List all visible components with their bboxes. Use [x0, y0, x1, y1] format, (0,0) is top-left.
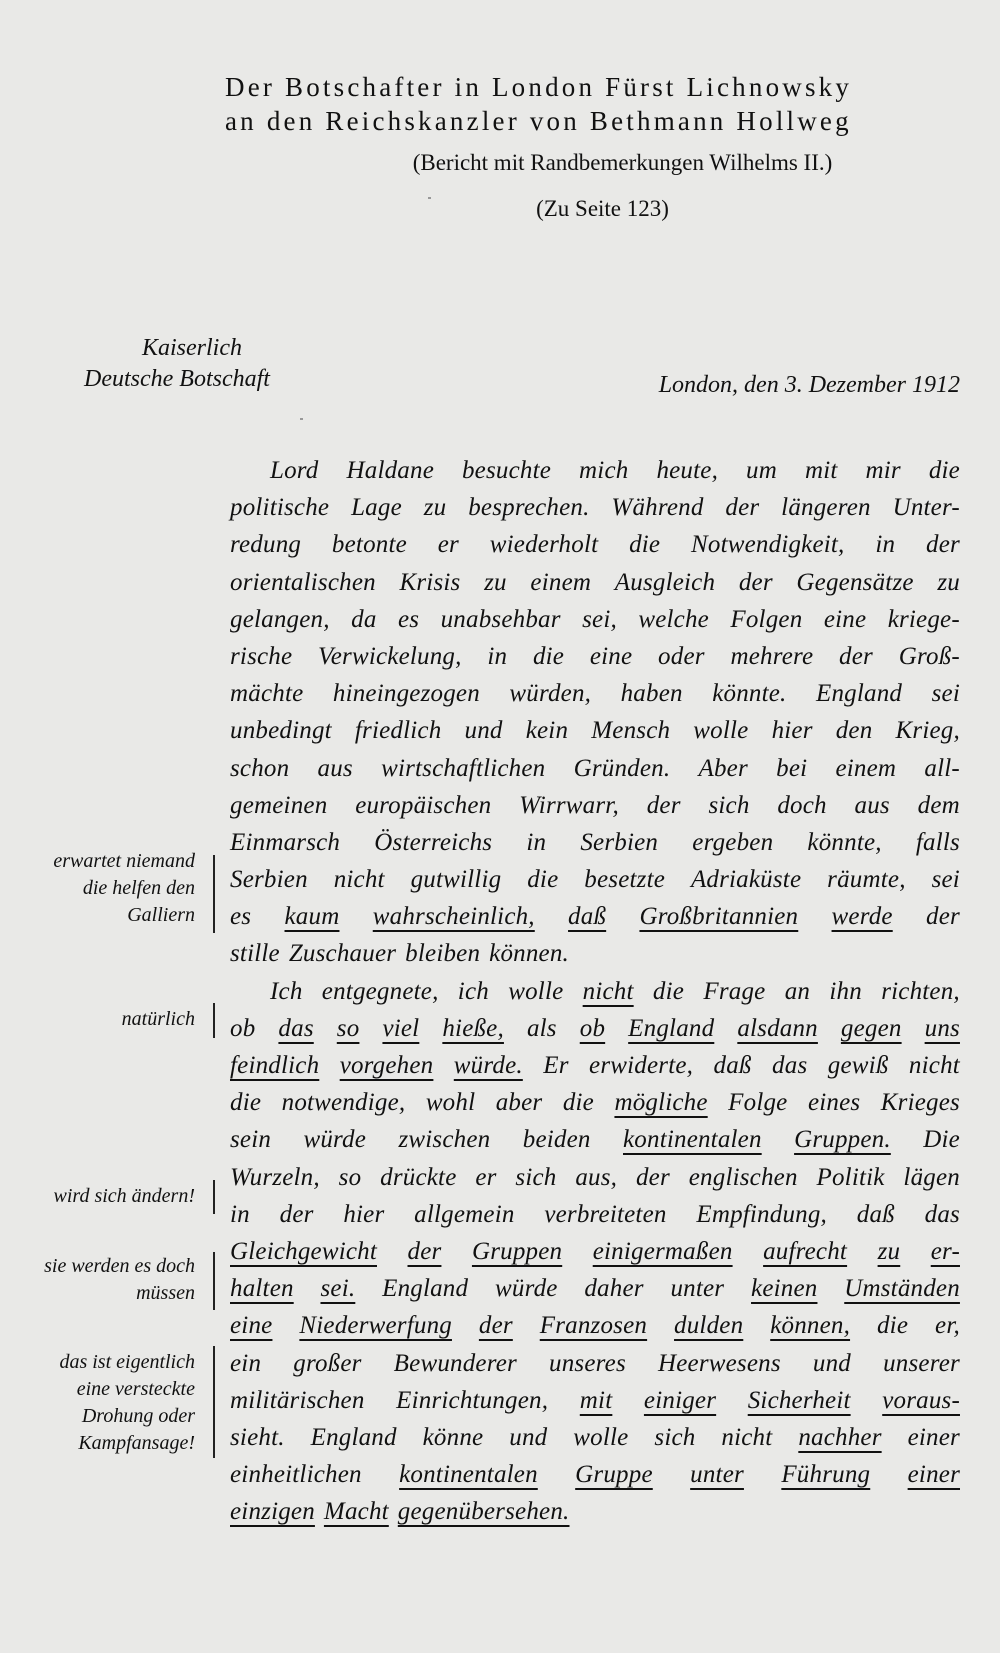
word: Serbien: [580, 828, 659, 856]
margin-note-line: erwartet niemand: [53, 850, 195, 872]
word: aus: [854, 791, 890, 819]
word: Einmarsch: [230, 828, 341, 856]
word: haben: [620, 680, 683, 708]
word: wiederholt: [489, 531, 599, 559]
text-line: [230, 526, 960, 563]
word: zwischen: [398, 1126, 491, 1154]
word: hineingezogen: [332, 680, 480, 708]
word: kontinentalen: [399, 1461, 538, 1489]
word: mächte: [230, 680, 304, 708]
word: die: [562, 1089, 594, 1117]
word: beiden: [522, 1126, 591, 1154]
word: unserer: [883, 1349, 960, 1377]
word: gegen: [840, 1014, 902, 1042]
word: rische: [230, 642, 293, 670]
margin-note-line: die helfen den: [82, 877, 195, 899]
word: er: [475, 1163, 497, 1191]
word: ich: [457, 977, 489, 1005]
word: Haldane: [346, 457, 434, 484]
margin-note: [10, 1006, 195, 1033]
word: Krieges: [880, 1089, 960, 1117]
text-line: [230, 1084, 960, 1121]
word: Führung: [781, 1461, 871, 1489]
word: Großbritannien: [639, 903, 799, 931]
word: Verwickelung,: [318, 642, 462, 670]
letter-body: [230, 452, 960, 1530]
text-line: [230, 824, 960, 861]
word: falls: [915, 828, 960, 856]
margin-bracket: [213, 855, 215, 933]
word: sich: [654, 1423, 696, 1451]
word: die: [230, 1089, 262, 1117]
word: Lage: [351, 494, 402, 522]
word: lägen: [903, 1163, 960, 1191]
word: all-: [924, 754, 960, 782]
word: gutwillig: [410, 866, 502, 894]
word: ergeben: [692, 828, 774, 856]
word: und: [812, 1349, 851, 1377]
text-line: [230, 1307, 960, 1344]
word: Heerwesens: [657, 1349, 781, 1377]
word: Aber: [698, 754, 748, 782]
word: mich: [579, 457, 629, 484]
word: viel: [382, 1014, 420, 1042]
word: gemeinen: [230, 791, 328, 819]
word: da: [351, 605, 377, 633]
word: eines: [807, 1089, 861, 1117]
word: sei,: [582, 605, 617, 633]
word: betonte: [331, 531, 407, 559]
word: daß: [568, 903, 607, 931]
word: nachher: [798, 1423, 882, 1451]
word: Lord: [270, 457, 319, 484]
margin-note-line: eine versteckte: [76, 1378, 195, 1400]
word: orientalischen: [230, 568, 376, 596]
word: die: [928, 457, 960, 484]
word: der: [478, 1312, 513, 1340]
word: nicht: [582, 977, 634, 1005]
word: die: [532, 642, 565, 670]
text-line: [230, 1345, 960, 1382]
word: europäischen: [355, 791, 492, 819]
word: die: [652, 977, 685, 1005]
header-line-1: Der Botschafter in London Fürst Lichnowsky: [225, 72, 853, 102]
word: sei: [931, 680, 960, 708]
margin-note-line: Drohung oder: [81, 1405, 195, 1427]
word: hier: [771, 717, 813, 745]
text-line: [230, 489, 960, 526]
text-line: [230, 1419, 960, 1456]
text-line: [230, 1456, 960, 1493]
margin-note: [10, 848, 195, 929]
word: entgegnete,: [321, 977, 439, 1005]
header-line-2: an den Reichskanzler von Bethmann Hollweg: [225, 106, 852, 136]
word: Unter-: [892, 494, 960, 522]
margin-note-line: natürlich: [121, 1008, 195, 1030]
word: hieße,: [442, 1014, 504, 1042]
word: er: [437, 531, 459, 559]
word: redung: [230, 531, 302, 559]
word: unter: [670, 1275, 725, 1303]
word: sei.: [320, 1275, 356, 1303]
word: wolle: [573, 1423, 629, 1451]
word: eine: [589, 642, 633, 670]
word: notwendige,: [281, 1089, 406, 1117]
word: der: [725, 494, 760, 522]
word: würden,: [509, 680, 592, 708]
word: Bewunderer: [393, 1349, 517, 1377]
margin-note: [10, 1349, 195, 1457]
word: gewiß: [827, 1052, 889, 1079]
word: in: [487, 642, 508, 670]
word: in: [875, 531, 896, 559]
word: so: [336, 1014, 360, 1042]
word: England: [382, 1275, 469, 1303]
word: können.: [489, 940, 569, 968]
word: werde: [831, 903, 893, 931]
margin-bracket: [213, 1252, 215, 1310]
text-line: [230, 973, 960, 1010]
word: könnte.: [712, 680, 787, 708]
word: Wurzeln,: [230, 1163, 320, 1191]
word: sieht.: [230, 1423, 285, 1451]
word: sein: [230, 1126, 272, 1154]
word: Während: [611, 494, 704, 522]
word: einem: [835, 754, 897, 782]
document-header: [225, 70, 960, 224]
word: aber: [495, 1089, 543, 1117]
word: Wirrwarr,: [519, 791, 619, 819]
word: verbreiteten: [544, 1200, 667, 1228]
margin-note-line: Galliern: [127, 904, 195, 926]
margin-bracket: [213, 1346, 215, 1458]
text-line: [230, 601, 960, 638]
word: der: [407, 1237, 442, 1265]
text-line: [230, 861, 960, 898]
word: kein: [525, 717, 569, 745]
word: daher: [584, 1275, 644, 1303]
word: nicht: [333, 866, 385, 894]
word: den: [835, 717, 873, 745]
word: eine: [823, 605, 867, 633]
word: gelangen,: [230, 605, 330, 633]
word: Österreichs: [374, 828, 493, 856]
word: Gründen.: [573, 754, 671, 782]
word: ihn: [829, 977, 862, 1005]
sender-line-1: Kaiserlich: [142, 335, 242, 361]
word: Sicherheit: [747, 1386, 851, 1414]
word: wahrscheinlich,: [372, 903, 535, 931]
word: könne: [422, 1423, 484, 1451]
word: längeren: [781, 494, 871, 522]
word: zu: [877, 1237, 901, 1265]
text-line: [230, 1047, 960, 1084]
word: besprechen.: [468, 494, 590, 522]
margin-note-line: das ist eigentlich: [59, 1351, 195, 1373]
word: in: [230, 1200, 250, 1228]
word: Die: [923, 1126, 960, 1154]
word: aus,: [575, 1163, 618, 1191]
word: militärischen: [230, 1386, 365, 1414]
text-line: [230, 935, 960, 972]
word: Empfindung,: [696, 1200, 828, 1228]
word: kaum: [284, 903, 340, 931]
word: Politik: [816, 1163, 885, 1191]
word: heute,: [656, 457, 719, 484]
text-line: [230, 452, 960, 489]
margin-note-line: Kampfansage!: [78, 1432, 195, 1454]
word: Er: [543, 1052, 569, 1079]
text-line: [230, 1270, 960, 1307]
word: und: [509, 1423, 548, 1451]
text-line: [230, 1233, 960, 1270]
word: sich: [708, 791, 750, 819]
word: einer: [907, 1423, 960, 1451]
word: Niederwerfung: [299, 1312, 452, 1340]
word: der: [839, 642, 873, 670]
word: einer: [907, 1461, 960, 1489]
word: dem: [917, 791, 960, 819]
word: gegenübersehen.: [397, 1498, 570, 1526]
word: zu: [937, 568, 960, 596]
word: mit: [804, 457, 838, 484]
word: würde: [495, 1275, 558, 1303]
word: friedlich: [354, 717, 442, 745]
word: Zuschauer: [288, 940, 397, 968]
margin-note: [10, 1253, 195, 1307]
word: eine: [230, 1312, 273, 1340]
word: nicht: [721, 1423, 773, 1451]
word: es: [230, 903, 252, 931]
word: um: [746, 457, 777, 484]
word: und: [464, 717, 503, 745]
text-line: [230, 1121, 960, 1158]
word: Frage: [703, 977, 766, 1005]
page-reference: (Zu Seite 123): [536, 196, 669, 221]
margin-note: [10, 1183, 195, 1210]
word: Gruppen: [471, 1237, 563, 1265]
word: drückte: [380, 1163, 457, 1191]
word: kriege-: [887, 605, 960, 633]
word: einheitlichen: [230, 1461, 362, 1489]
word: alsdann: [737, 1014, 818, 1042]
word: keinen: [751, 1275, 818, 1303]
word: oder: [658, 642, 705, 670]
word: Gegensätze: [796, 568, 914, 596]
print-speck: [300, 418, 303, 420]
word: einem: [530, 568, 592, 596]
word: räumte,: [827, 866, 906, 894]
word: mögliche: [614, 1089, 708, 1117]
word: voraus-: [882, 1386, 960, 1414]
word: Notwendigkeit,: [691, 531, 845, 559]
word: Gruppen.: [794, 1126, 891, 1154]
word: daß: [856, 1200, 895, 1228]
word: kontinentalen: [623, 1126, 762, 1154]
word: erwiderte,: [589, 1052, 694, 1079]
word: Franzosen: [539, 1312, 648, 1340]
word: schon: [230, 754, 290, 782]
word: der: [279, 1200, 314, 1228]
word: die: [876, 1312, 909, 1340]
text-line: [230, 898, 960, 935]
word: großer: [293, 1349, 362, 1377]
word: dulden: [674, 1312, 744, 1340]
word: ein: [230, 1349, 262, 1377]
word: Mensch: [591, 717, 671, 745]
word: als: [526, 1014, 557, 1042]
word: Macht: [323, 1498, 389, 1526]
word: wirtschaftlichen: [381, 754, 546, 782]
word: unbedingt: [230, 717, 332, 745]
text-line: [230, 675, 960, 712]
word: Folge: [728, 1089, 788, 1117]
word: halten: [230, 1275, 294, 1303]
word: an: [784, 977, 811, 1005]
word: die: [527, 866, 559, 894]
word: vorgehen: [339, 1052, 434, 1079]
header-subtitle: (Bericht mit Randbemerkungen Wilhelms II.): [412, 150, 833, 175]
word: der: [635, 1163, 670, 1191]
margin-bracket: [213, 1003, 215, 1038]
word: er-: [930, 1237, 960, 1265]
margin-note-line: sie werden es doch: [44, 1255, 195, 1277]
word: der: [646, 791, 681, 819]
word: besetzte: [584, 866, 666, 894]
word: ob: [579, 1014, 606, 1042]
word: doch: [777, 791, 827, 819]
text-line: [230, 1010, 960, 1047]
word: Adriaküste: [690, 866, 802, 894]
word: zu: [423, 494, 447, 522]
word: richten,: [881, 977, 960, 1005]
word: der: [738, 568, 773, 596]
word: feindlich: [230, 1052, 320, 1079]
word: besuchte: [461, 457, 552, 484]
word: bei: [776, 754, 808, 782]
word: nicht: [908, 1052, 960, 1079]
word: sich: [515, 1163, 557, 1191]
text-line: [230, 1159, 960, 1196]
word: er,: [935, 1312, 960, 1340]
sender-block: [84, 333, 270, 395]
word: das: [924, 1200, 960, 1228]
word: allgemein: [414, 1200, 515, 1228]
word: könnte,: [807, 828, 882, 856]
text-line: [230, 638, 960, 675]
word: Gruppe: [575, 1461, 653, 1489]
word: würde: [303, 1126, 367, 1154]
word: wohl: [425, 1089, 476, 1117]
word: englischen: [688, 1163, 798, 1191]
margin-note-line: müssen: [136, 1282, 195, 1304]
word: der: [926, 531, 960, 559]
margin-bracket: [213, 1180, 215, 1214]
word: bleiben: [405, 940, 481, 968]
print-speck: [428, 197, 431, 199]
word: stille: [230, 940, 280, 968]
margin-note-line: wird sich ändern!: [53, 1185, 195, 1207]
word: England: [628, 1014, 715, 1042]
word: das: [278, 1014, 314, 1042]
word: uns: [924, 1014, 960, 1042]
text-line: [230, 787, 960, 824]
word: Krieg,: [895, 717, 960, 745]
text-line: [230, 564, 960, 601]
word: sei: [931, 866, 960, 894]
word: zu: [484, 568, 507, 596]
word: der: [926, 903, 960, 931]
text-line: [230, 1196, 960, 1233]
word: politische: [230, 494, 330, 522]
word: so: [338, 1163, 362, 1191]
word: die: [629, 531, 661, 559]
word: hier: [343, 1200, 385, 1228]
word: Ich: [270, 977, 303, 1005]
word: unseres: [549, 1349, 626, 1377]
word: unabsehbar: [440, 605, 561, 633]
dateline: London, den 3. Dezember 1912: [658, 372, 960, 398]
word: Ausgleich: [614, 568, 716, 596]
word: würde.: [453, 1052, 523, 1079]
word: Krisis: [399, 568, 461, 596]
word: aus: [317, 754, 353, 782]
word: ob: [230, 1014, 256, 1042]
word: das: [772, 1052, 808, 1079]
word: welche: [638, 605, 709, 633]
word: wolle: [508, 977, 564, 1005]
text-line: [230, 712, 960, 749]
word: Gleichgewicht: [230, 1237, 377, 1265]
word: einiger: [643, 1386, 717, 1414]
word: Serbien: [230, 866, 308, 894]
word: Groß-: [898, 642, 960, 670]
word: einzigen: [230, 1498, 315, 1526]
word: einigermaßen: [592, 1237, 733, 1265]
word: mehrere: [730, 642, 814, 670]
text-line: [230, 1382, 960, 1419]
word: Einrichtungen,: [396, 1386, 549, 1414]
word: in: [526, 828, 547, 856]
text-line: [230, 750, 960, 787]
word: Folgen: [730, 605, 803, 633]
word: mir: [865, 457, 901, 484]
word: wolle: [693, 717, 749, 745]
text-line: [230, 1493, 960, 1530]
word: England: [815, 680, 903, 708]
sender-line-2: Deutsche Botschaft: [84, 366, 270, 392]
word: mit: [579, 1386, 613, 1414]
word: daß: [713, 1052, 752, 1079]
word: es: [397, 605, 420, 633]
word: England: [310, 1423, 397, 1451]
word: Umständen: [844, 1275, 960, 1303]
word: können,: [770, 1312, 851, 1340]
word: aufrecht: [763, 1237, 848, 1265]
word: unter: [690, 1461, 744, 1489]
